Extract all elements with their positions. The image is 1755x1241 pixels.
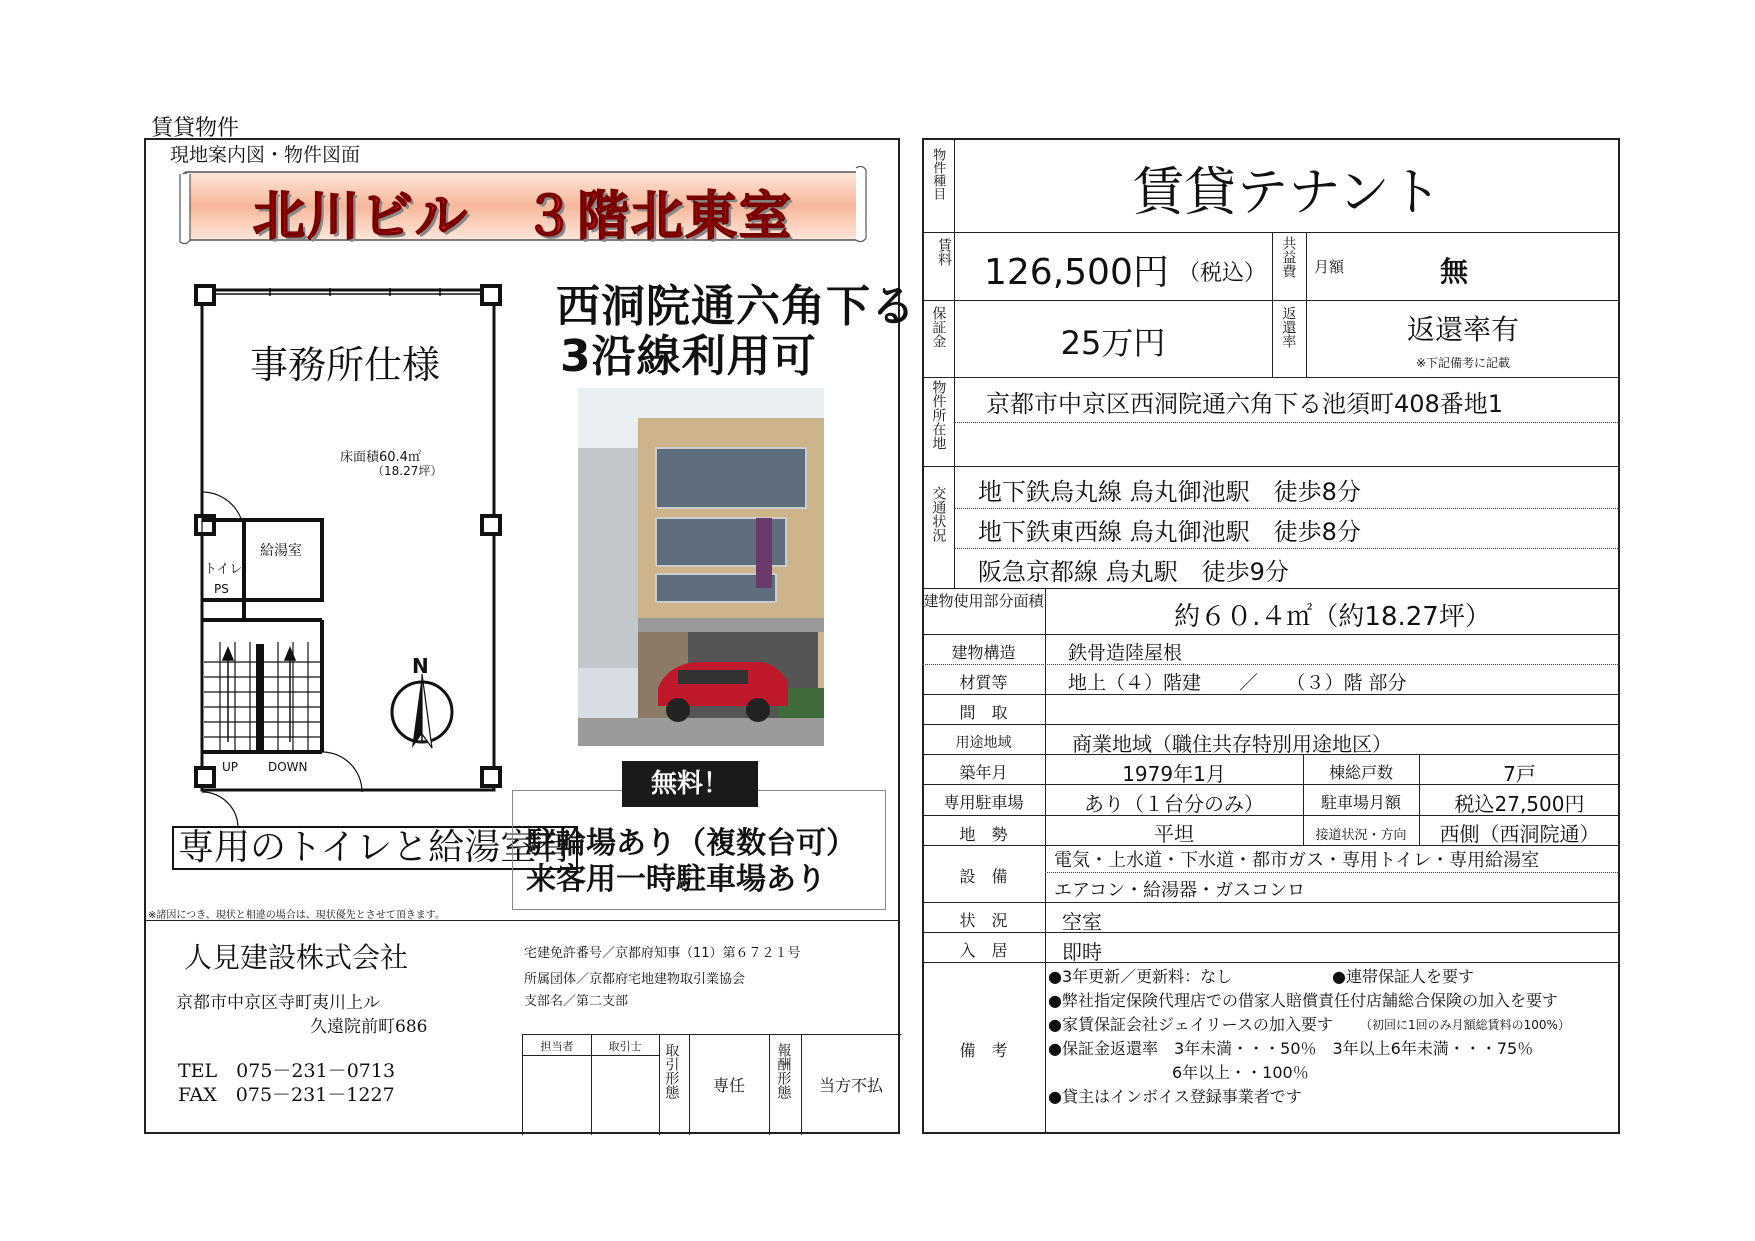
equip-line1: 電気・上水道・下水道・都市ガス・専用トイレ・専用給湯室 [1054,850,1540,871]
terrain-label: 地 勢 [959,825,1008,844]
return-label: 返還率 [1280,306,1297,348]
transport-line-3: 阪急京都線 烏丸駅 徒歩9分 [978,558,1289,586]
tantousha-label: 担当者 [540,1040,574,1053]
structure-label: 建物構造 [951,643,1016,662]
layout-label: 間 取 [959,703,1008,722]
company-address2: 久遠院前町686 [310,1017,428,1037]
note-2: ●連帯保証人を要す [1332,967,1474,986]
units-value: 7戸 [1503,762,1536,786]
zoning-label: 用途地域 [955,735,1012,751]
title-banner [178,166,868,250]
transaction-table [522,1034,901,1135]
company-fax: FAX 075－231－1227 [178,1084,395,1106]
note-5: （初回に1回のみ月額総賃料の100%） [1360,1018,1570,1032]
material-value: 地上（４）階建 ／ （３）階 部分 [1068,672,1407,694]
location-line1: 西洞院通六角下る [556,281,916,332]
room-label: 事務所仕様 [250,343,441,387]
note-3: ●弊社指定保険代理店での借家人賠償責任付店舗総合保険の加入を要す [1048,991,1558,1010]
built-label: 築年月 [959,763,1008,782]
down-label: DOWN [268,760,308,774]
torihikishi-label: 取引士 [608,1040,642,1053]
transport-label: 交通状況 [930,486,947,542]
type-value: 賃貸テナント [1132,163,1442,223]
parking-fee-label: 駐車場月額 [1320,793,1401,812]
map-caption: 現地案内図・物件図面 [170,144,361,166]
association: 所属団体／京都府宅地建物取引業協会 [524,972,746,987]
road-label: 接道状況・方向 [1315,828,1407,843]
parking-label: 専用駐車場 [943,793,1024,812]
parking-line1: 駐輪場あり（複数台可） [526,826,856,861]
movein-value: 即時 [1062,940,1102,964]
building-photo [578,388,824,746]
kitchen-label: 給湯室 [260,543,302,559]
footnote: ※諸因につき、現状と相違の場合は、現状優先とさせて頂きます。 [148,910,445,921]
units-label: 棟総戸数 [1328,763,1393,782]
license-number: 宅建免許番号／京都府知事（11）第６７２１号 [524,946,801,961]
deposit-label: 保証金 [930,306,947,348]
deposit-value: 25万円 [1060,324,1166,362]
common-monthly: 月額 [1314,258,1345,276]
area-value: 約６０.４㎡（約18.27坪） [1174,602,1491,632]
note-8: ●貸主はインボイス登録事業者です [1048,1087,1302,1106]
building-photo-drawing [578,388,824,746]
zoning-value: 商業地域（職住共存特別用途地区） [1072,732,1392,756]
parking-line2: 来客用一時駐車場あり [526,862,826,897]
material-label: 材質等 [959,673,1008,692]
movein-label: 入 居 [959,941,1008,960]
road-value: 西側（西洞院通） [1439,822,1600,846]
transport-line-2: 地下鉄東西線 烏丸御池駅 徒歩8分 [978,518,1361,546]
return-value: 返還率有 [1406,313,1519,346]
company-address1: 京都市中京区寺町夷川上ル [176,993,380,1013]
note-7: 6年以上・・100％ [1172,1063,1309,1082]
common-label: 共益費 [1280,236,1297,278]
location-line2: 3沿線利用可 [560,331,817,382]
parking-fee-value: 税込27,500円 [1454,792,1585,816]
address-value: 京都市中京区西洞院通六角下る池須町408番地1 [986,390,1504,418]
company-divider [144,920,900,921]
floor-plan [190,282,520,842]
free-badge: 無料！ [622,761,758,807]
equip-label: 設 備 [959,867,1008,886]
terrain-value: 平坦 [1154,822,1194,846]
note-6: ●保証金返還率 3年未満・・・50％ 3年以上6年未満・・・75％ [1048,1039,1534,1058]
type-label: 物件種目 [930,148,946,200]
status-value: 空室 [1062,910,1102,934]
houshu-value: 当方不払 [818,1076,883,1095]
houshu-keitai-label: 報酬形態 [775,1043,792,1099]
transport-line-1: 地下鉄烏丸線 烏丸御池駅 徒歩8分 [978,478,1361,506]
toilet-note: 専用のトイレと給湯室有 [172,826,578,870]
common-value: 無 [1440,255,1469,288]
area-label: 床面積60.4㎡ [340,450,421,465]
page-header-label: 賃貸物件 [151,116,240,141]
toilet-label: トイレ [204,562,243,577]
structure-value: 鉄骨造陸屋根 [1068,642,1183,664]
company-tel: TEL 075－231－0713 [178,1060,396,1082]
company-name: 人見建設株式会社 [184,941,409,974]
up-label: UP [222,760,239,774]
ps-label: PS [214,582,229,596]
note-1: ●3年更新／更新料：なし [1048,967,1233,986]
notes-label: 備 考 [959,1041,1008,1060]
rent-label: 賃料 [936,238,952,266]
built-value: 1979年1月 [1122,762,1226,786]
torihiki-keitai-label: 取引形態 [663,1043,680,1099]
north-label: N [412,654,429,678]
rent-value: 126,500円 [984,252,1169,293]
parking-value: あり（１台分のみ） [1084,792,1264,816]
return-note: ※下記備考に記載 [1415,356,1511,370]
status-label: 状 況 [959,911,1008,930]
area-tsubo: （18.27坪） [372,464,443,478]
area-label-right: 建物使用部分面積 [923,592,1044,610]
equip-line2: エアコン・給湯器・ガスコンロ [1054,880,1306,901]
branch: 支部名／第二支部 [524,994,629,1009]
rent-tax: （税込） [1178,261,1267,286]
banner-title: 北川ビル ３階北東室 [252,187,793,247]
torihiki-value: 専任 [712,1076,745,1095]
address-label: 物件所在地 [930,380,947,450]
note-4: ●家賃保証会社ジェイリースの加入要す [1048,1015,1333,1034]
